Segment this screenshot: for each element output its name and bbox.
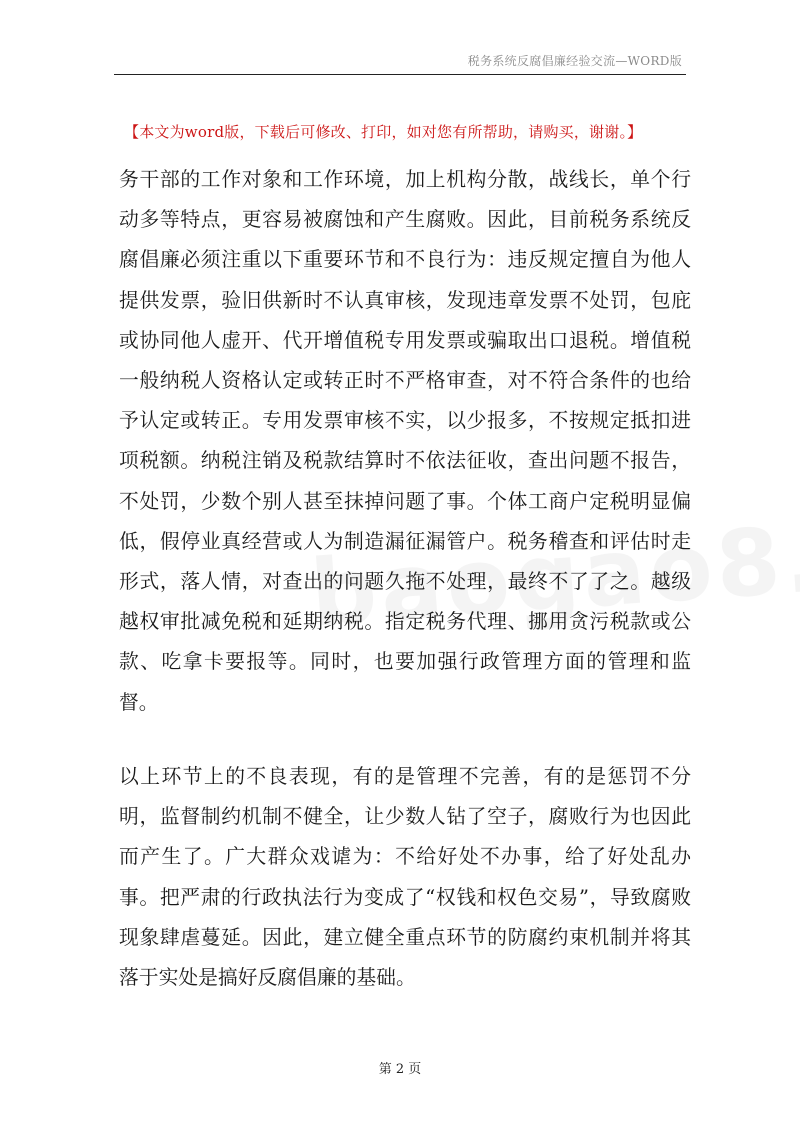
- download-notice: 【本文为word版，下载后可修改、打印，如对您有所帮助，请购买，谢谢。】: [124, 123, 643, 141]
- page-number: 第 2 页: [378, 1062, 422, 1077]
- body-paragraph-1: 务干部的工作对象和工作环境，加上机构分散，战线长，单个行动多等特点，更容易被腐蚀和产生腐败。因此，目前税务系统反腐倡廉必须注重以下重要环节和不良行为：违反规定擅自为他人提供发票，验旧供新时不认真审核，发现违章发票不处罚，包庇或协同他人虚开、代开增值税专用发票或骗取出口退税。增值税一般纳税人资格认定或转正时不严格审查，对不符合条件的也给予认定或转正。专用发票审核不实，以少报多，不按规定抵扣进项税额。纳税注销及税款结算时不依法征收，查出问题不报告，不处罚，少数个别人甚至抹掉问题了事。个体工商户定税明显偏低，假停业真经营或人为制造漏征漏管户。税务稽查和评估时走形式，落人情，对查出的问题久拖不处理，最终不了了之。越级越权审批减免税和延期纳税。指定税务代理、挪用贪污税款或公款、吃拿卡要报等。同时，也要加强行政管理方面的管理和监督。: [119, 168, 691, 714]
- body-paragraph-2: 以上环节上的不良表现，有的是管理不完善，有的是惩罚不分明，监督制约机制不健全，让少数人钻了空子，腐败行为也因此而产生了。广大群众戏谑为：不给好处不办事，给了好处乱办事。把严肃的行政执法行为变成了“权钱和权色交易”，导致腐败现象肆虐蔓延。因此，建立健全重点环节的防腐约束机制并将其落于实处是搞好反腐倡廉的基础。: [119, 765, 691, 990]
- header-title: 税务系统反腐倡廉经验交流—WORD版: [467, 54, 682, 68]
- header-divider: [114, 74, 686, 75]
